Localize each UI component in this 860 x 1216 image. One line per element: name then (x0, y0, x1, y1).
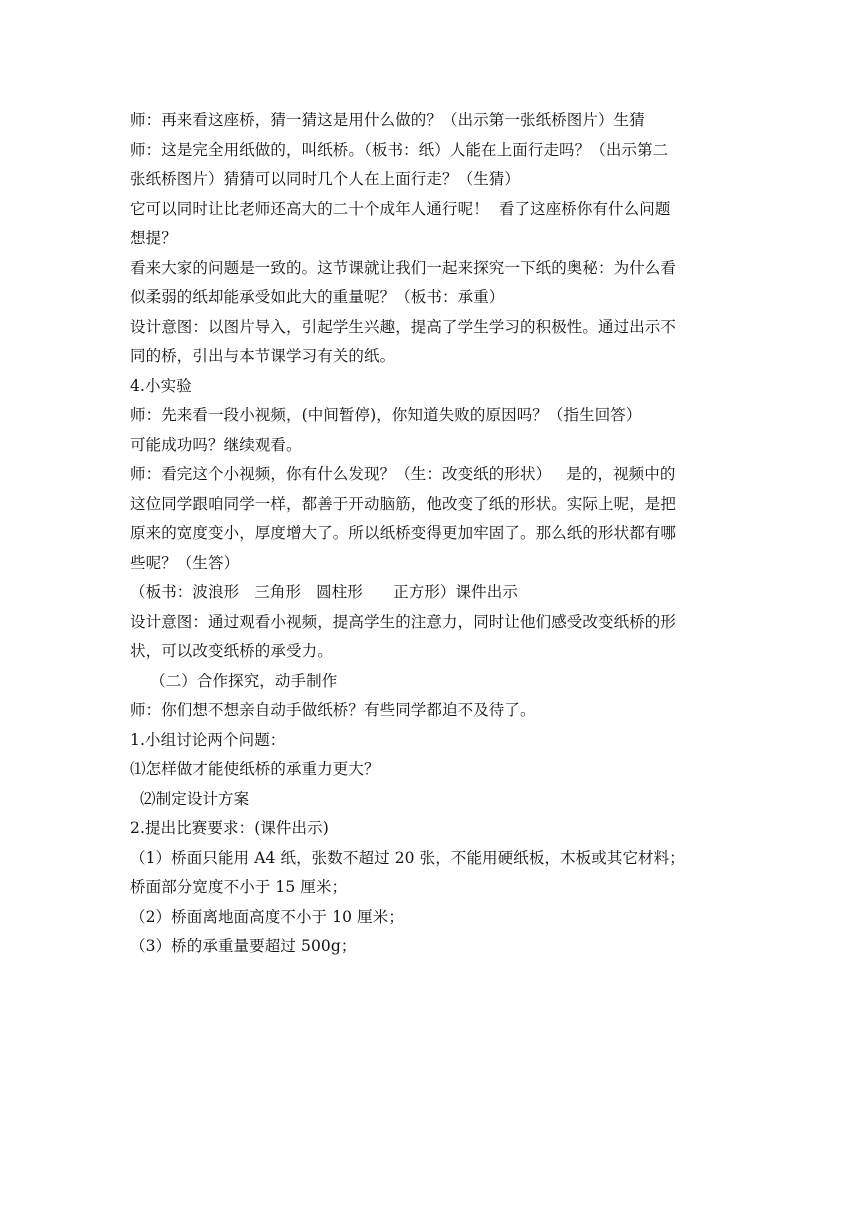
text-line: 它可以同时让比老师还高大的二十个成年人通行呢！ 看了这座桥你有什么问题 (130, 199, 671, 218)
list-item: ⑵制定设计方案 (130, 789, 250, 808)
text-line: 些呢？（生答） (130, 553, 240, 572)
text-line: 师：先来看一段小视频，(中间暂停)，你知道失败的原因吗？（指生回答） (130, 406, 642, 424)
text-line: 想提？ (130, 229, 177, 247)
list-item: （1）桥面只能用 A4 纸，张数不超过 20 张，不能用硬纸板，木板或其它材料； (130, 848, 685, 867)
text-line: 这位同学跟咱同学一样，都善于开动脑筋，他改变了纸的形状。实际上呢，是把 (130, 494, 677, 513)
list-heading: 2.提出比赛要求：(课件出示) (130, 819, 329, 837)
list-item: （3）桥的承重量要超过 500g； (130, 937, 357, 955)
text-line: 同的桥，引出与本节课学习有关的纸。 (130, 347, 396, 365)
text-line: 原来的宽度变小，厚度增大了。所以纸桥变得更加牢固了。那么纸的形状都有哪 (130, 524, 677, 542)
list-item: ⑴怎样做才能使纸桥的承重力更大？ (130, 760, 380, 778)
section-heading: （二）合作探究，动手制作 (130, 671, 338, 690)
text-line: （板书：波浪形 三角形 圆柱形 正方形）课件出示 (130, 583, 518, 601)
list-item: 桥面部分宽度不小于 15 厘米； (130, 878, 348, 896)
section-heading: 4.小实验 (130, 376, 192, 395)
text-line: 设计意图：通过观看小视频，提高学生的注意力，同时让他们感受改变纸桥的形 (130, 612, 677, 631)
text-line: 师：看完这个小视频，你有什么发现？（生：改变纸的形状） 是的，视频中的 (130, 465, 676, 483)
text-line: 师：你们想不想亲自动手做纸桥？有些同学都迫不及待了。 (130, 701, 536, 719)
text-line: 师：再来看这座桥，猜一猜这是用什么做的？（出示第一张纸桥图片）生猜 (130, 111, 645, 129)
text-line: 设计意图：以图片导入，引起学生兴趣，提高了学生学习的积极性。通过出示不 (130, 317, 677, 336)
list-item: （2）桥面离地面高度不小于 10 厘米； (130, 907, 404, 926)
list-heading: 1.小组讨论两个问题： (130, 730, 286, 749)
text-line: 师：这是完全用纸做的，叫纸桥。（板书：纸）人能在上面行走吗？（出示第二 (130, 140, 669, 159)
text-line: 状，可以改变纸桥的承受力。 (130, 642, 333, 660)
text-line: 看来大家的问题是一致的。这节课就让我们一起来探究一下纸的奥秘：为什么看 (130, 258, 677, 277)
document-page (130, 106, 730, 962)
text-line: 张纸桥图片）猜猜可以同时几个人在上面行走？（生猜） (130, 170, 521, 188)
text-line: 可能成功吗？继续观看。 (130, 435, 302, 454)
text-line: 似柔弱的纸却能承受如此大的重量呢？（板书：承重） (130, 288, 505, 306)
